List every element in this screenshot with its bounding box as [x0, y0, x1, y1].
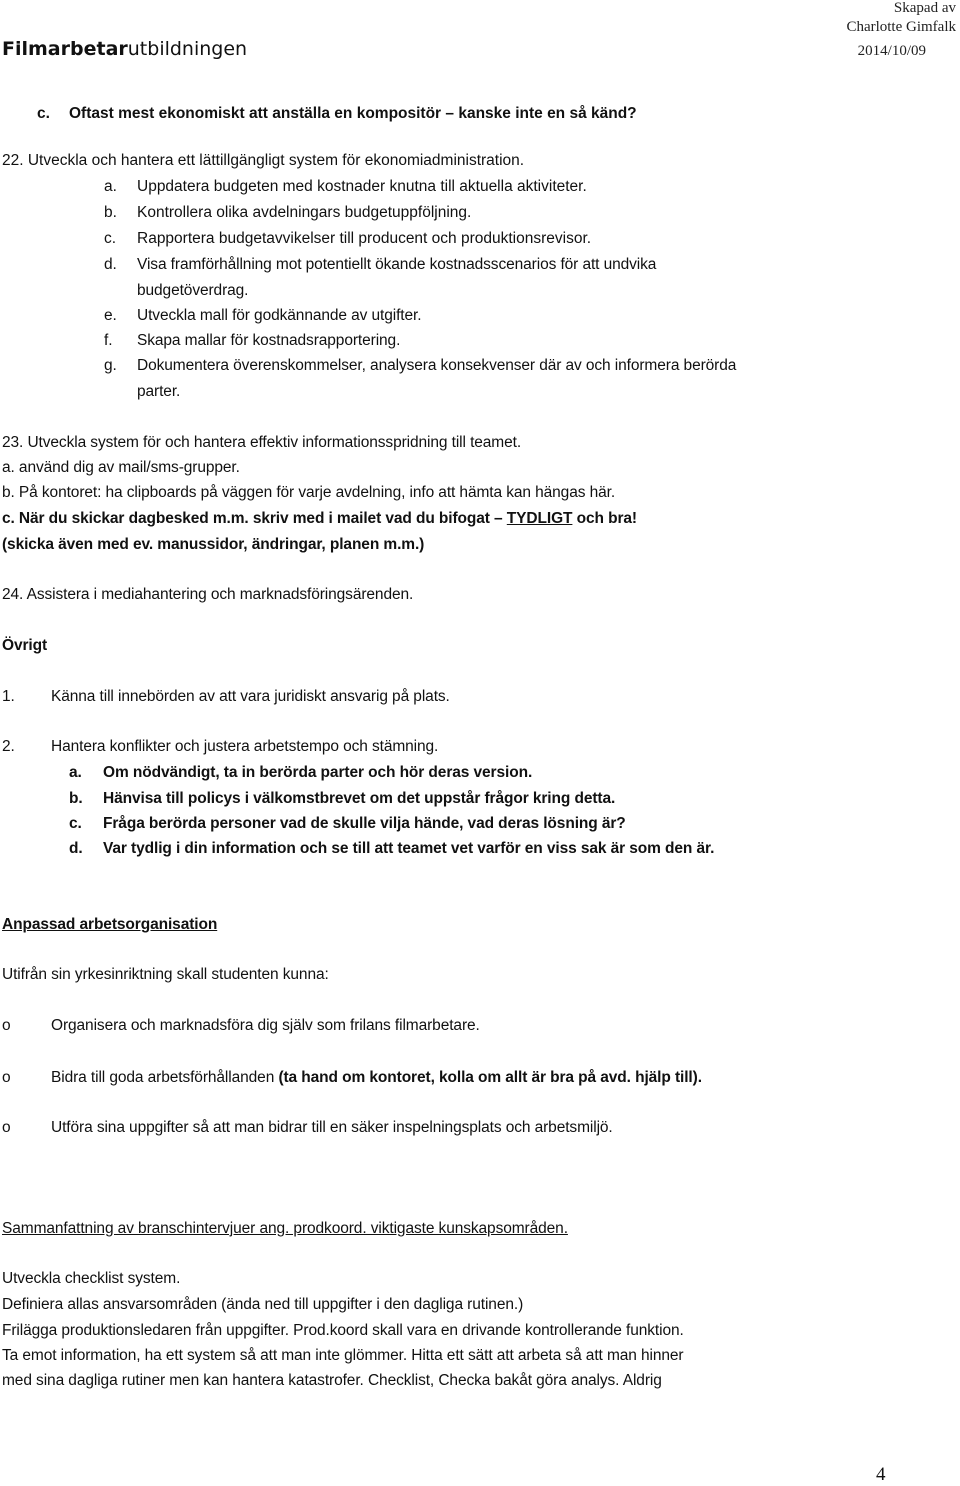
list-text: Oftast mest ekonomiskt att anställa en kompositör – kanske inte en så känd? [69, 105, 637, 122]
item-23-heading: 23. Utveckla system för och hantera effektiv informationsspridning till teamet. [2, 434, 522, 451]
section-title-anpassad: Anpassad arbetsorganisation [2, 916, 218, 933]
sub-text: Uppdatera budgeten med kostnader knutna till aktuella aktiviteter. [137, 178, 587, 195]
section-title-ovrigt: Övrigt [2, 637, 48, 654]
sub-label: d. [69, 840, 83, 857]
sub-text: Dokumentera överenskommelser, analysera konsekvenser där av och informera berörda [137, 357, 737, 374]
sub-label: a. [104, 178, 117, 195]
list-label: c. [37, 105, 50, 122]
item-23-c-text: c. När du skickar dagbesked m.m. skriv med i mailet vad du bifogat – [2, 510, 507, 527]
item-23-c-end: och bra! [572, 510, 637, 527]
summary-line: Frilägga produktionsledaren från uppgifter. Prod.koord skall vara en drivande kontrollerande funktion. [2, 1322, 684, 1339]
summary-line: Utveckla checklist system. [2, 1270, 181, 1287]
anpassad-intro: Utifrån sin yrkesinriktning skall studenten kunna: [2, 966, 329, 983]
sub-label: c. [104, 230, 117, 247]
sub-text: Utveckla mall för godkännande av utgifter. [137, 307, 422, 324]
sub-label: d. [104, 256, 117, 273]
sub-text: Fråga berörda personer vad de skulle vilja hände, vad deras lösning är? [103, 815, 626, 832]
sub-text: Var tydlig i din information och se till att teamet vet varför en viss sak är som den är. [103, 840, 715, 857]
summary-line: Ta emot information, ha ett system så att man inte glömmer. Hitta ett sätt att arbeta så att man hinner [2, 1347, 684, 1364]
page-number: 4 [876, 1464, 886, 1485]
item-23-c [2, 510, 637, 528]
sub-text: Om nödvändigt, ta in berörda parter och hör deras version. [103, 764, 533, 781]
bullet-icon: o [2, 1017, 11, 1034]
brand-title-bold: Filmarbetar [2, 38, 128, 60]
item-23-c-line2: (skicka även med ev. manussidor, ändringar, planen m.m.) [2, 536, 425, 553]
sub-label: b. [69, 790, 83, 807]
author-name: Charlotte Gimfalk [846, 19, 956, 35]
document-date: 2014/10/09 [857, 43, 926, 59]
sub-text: Rapportera budgetavvikelser till producent och produktionsrevisor. [137, 230, 592, 247]
sub-text: Hänvisa till policys i välkomstbrevet om det uppstår frågor kring detta. [103, 790, 616, 807]
item-23-b: b. På kontoret: ha clipboards på väggen för varje avdelning, info att hämta kan hängas här. [2, 484, 616, 501]
list-text: Känna till innebörden av att vara juridiskt ansvarig på plats. [51, 688, 450, 705]
section-title-sammanfattning: Sammanfattning av branschintervjuer ang. prodkoord. viktigaste kunskapsområden. [2, 1220, 568, 1237]
item-23-c-emphasis: TYDLIGT [506, 510, 573, 527]
list-text: Organisera och marknadsföra dig själv som frilans filmarbetare. [51, 1017, 480, 1034]
list-text-bold: (ta hand om kontoret, kolla om allt är bra på avd. hjälp till). [278, 1069, 702, 1086]
item-22-heading: 22. Utveckla och hantera ett lättillgängligt system för ekonomiadministration. [2, 152, 525, 169]
sub-text: Skapa mallar för kostnadsrapportering. [137, 332, 401, 349]
summary-line: Definiera allas ansvarsområden (ända ned till uppgifter i den dagliga rutinen.) [2, 1296, 524, 1313]
list-label: 1. [2, 688, 15, 705]
bullet-icon: o [2, 1069, 11, 1086]
item-24: 24. Assistera i mediahantering och marknadsföringsärenden. [2, 586, 414, 603]
sub-text-cont: parter. [137, 383, 181, 400]
list-text: Utföra sina uppgifter så att man bidrar till en säker inspelningsplats och arbetsmiljö. [51, 1119, 613, 1136]
sub-label: e. [104, 307, 117, 324]
list-label: 2. [2, 738, 15, 755]
sub-text-cont: budgetöverdrag. [137, 282, 249, 299]
summary-line: med sina dagliga rutiner men kan hantera katastrofer. Checklist, Checka bakåt göra analys. Aldrig [2, 1372, 662, 1389]
brand-title [2, 38, 247, 60]
item-23-a: a. använd dig av mail/sms-grupper. [2, 459, 240, 476]
sub-label: b. [104, 204, 117, 221]
sub-text: Kontrollera olika avdelningars budgetuppföljning. [137, 204, 472, 221]
sub-label: c. [69, 815, 82, 832]
sub-label: g. [104, 357, 117, 374]
brand-title-rest: utbildningen [127, 38, 248, 60]
bullet-icon: o [2, 1119, 11, 1136]
created-by-label: Skapad av [893, 0, 956, 16]
sub-label: f. [104, 332, 113, 349]
sub-label: a. [69, 764, 82, 781]
sub-text: Visa framförhållning mot potentiellt ökande kostnadsscenarios för att undvika [137, 256, 657, 273]
list-text: Hantera konflikter och justera arbetstempo och stämning. [51, 738, 439, 755]
list-text: Bidra till goda arbetsförhållanden [51, 1069, 279, 1086]
